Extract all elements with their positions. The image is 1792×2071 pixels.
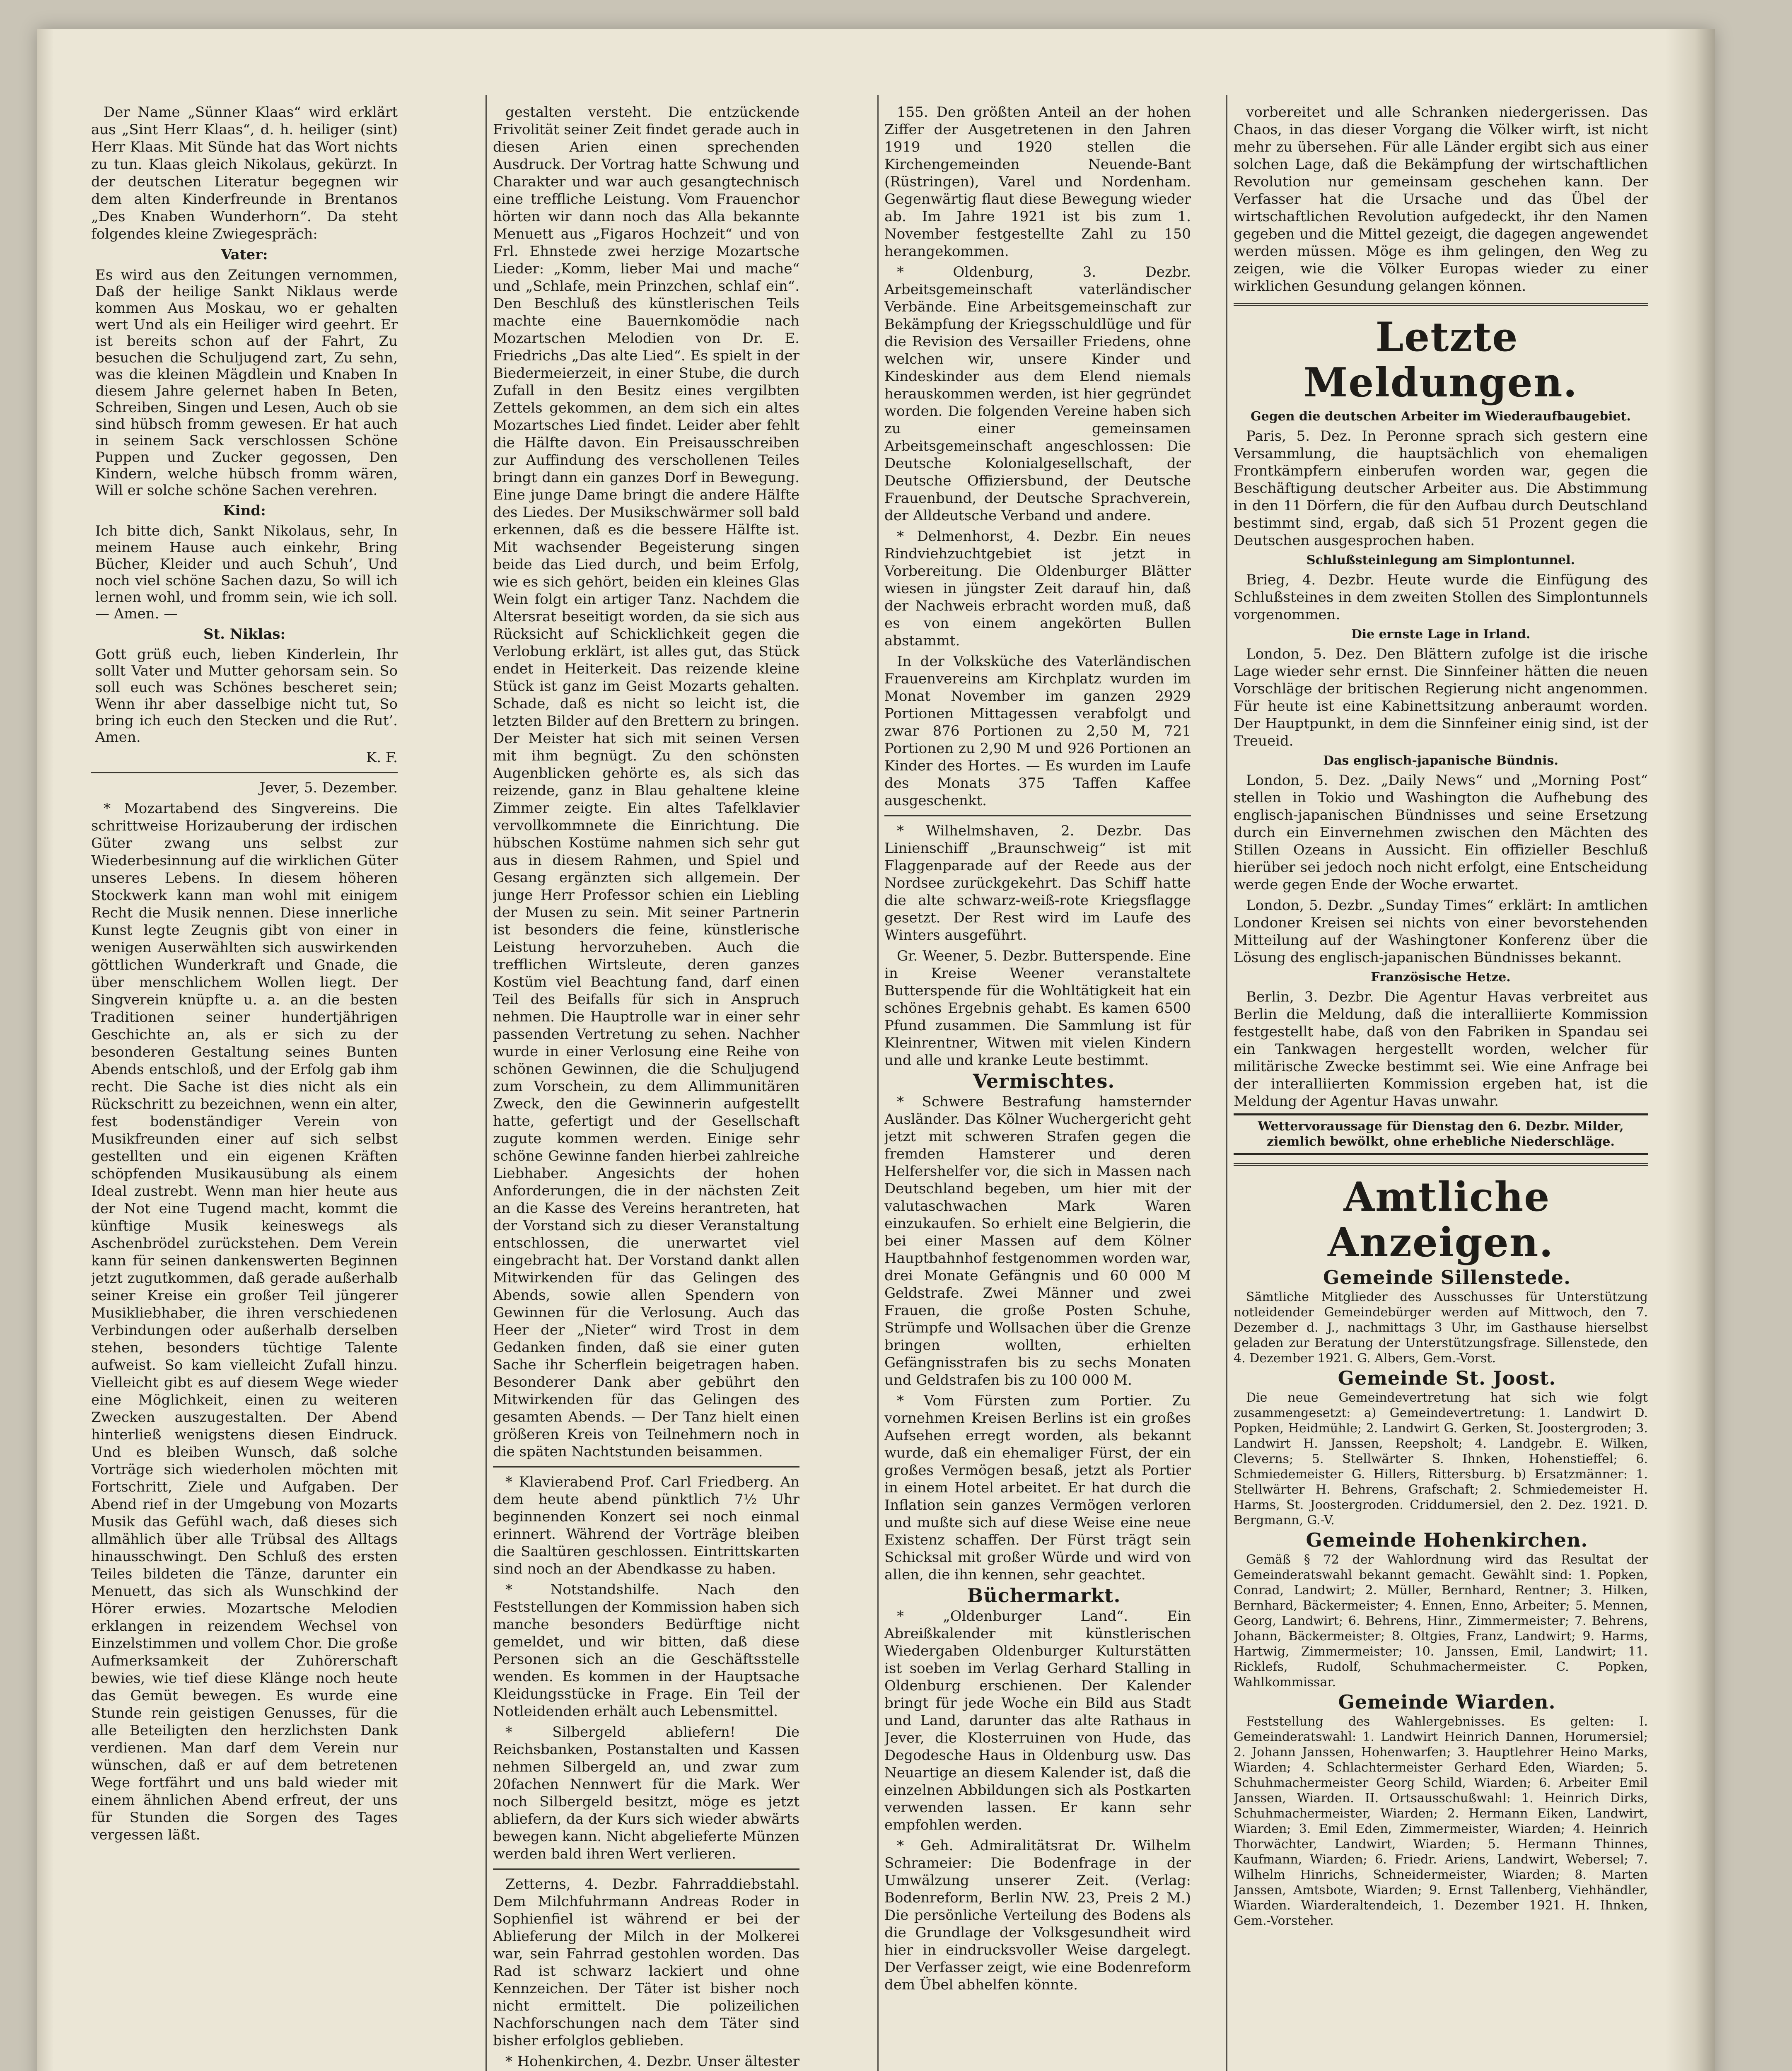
article-paragraph: Zetterns, 4. Dezbr. Fahrraddiebstahl. Dem Milchfuhrmann Andreas Roder in Sophienfiel ist während er bei der Ablieferung der Milch in der Molkerei war, sein Fahrrad gestohlen worden. Das Rad ist schwarz lackiert und ohne Kennzeichen. Der Täter ist bisher noch nicht ermittelt. Die polizeilichen Nachforschungen nach dem Täter sind bisher erfolglos geblieben. [493,1876,799,2049]
column-3 [884,104,1191,2071]
section-heading: Gemeinde Hohenkirchen. [1306,1529,1588,1551]
article-paragraph: Brieg, 4. Dezbr. Heute wurde die Einfügung des Schlußsteines in dem zweiten Stollen des Simplontunnels vorgenommen. [1234,572,1648,623]
news-headline: Schlußsteinlegung am Simplontunnel. [1306,553,1575,567]
separator [91,772,398,773]
article-paragraph: Der Name „Sünner Klaas“ wird erklärt aus „Sint Herr Klaas“, d. h. heiliger (sint) Herr Klaas. Mit Sünde hat das Wort nichts zu tun. Klaas gleich Nikolaus, gekürzt. In der deutschen Literatur begegnen wir dem alten Kinderfreunde in Brentanos „Des Knaben Wunderhorn“. Da steht folgendes kleine Zwiegespräch: [91,104,398,242]
verse-block: Gott grüß euch, lieben Kinderlein, Ihr sollt Vater und Mutter gehorsam sein. So soll euch was Schönes bescheret sein; Wenn ihr aber dasselbige nicht tut, So bring ich euch den Stecken und die Rut’. Amen. [95,646,398,746]
article-paragraph: * Silbergeld abliefern! Die Reichsbanken, Postanstalten und Kassen nehmen Silbergeld an, und zwar zum 20fachen Nennwert für die Mark. Wer noch Silbergeld besitzt, möge es jetzt abliefern, da der Kurs sich wieder abwärts bewegen kann. Nicht abgelieferte Münzen werden bald ihren Wert verlieren. [493,1724,799,1862]
newspaper-page [37,29,1715,2071]
double-rule [1234,303,1648,306]
article-paragraph: * Delmenhorst, 4. Dezbr. Ein neues Rindviehzuchtgebiet ist jetzt in Vorbereitung. Die Oldenburger Blätter wiesen in jüngster Zeit darauf hin, daß der Nachweis erbracht worden muß, daß es von einem angekörten Bullen abstammt. [884,528,1191,649]
signature: K. F. [366,749,398,766]
article-paragraph: * Wilhelmshaven, 2. Dezbr. Das Linienschiff „Braunschweig“ ist mit Flaggenparade auf der Reede aus der Nordsee zurückgekehrt. Das Schiff hatte die alte schwarz-weiß-rote Kriegsflagge gesetzt. Der Rest wird im Laufe des Winters ausgeführt. [884,823,1191,944]
article-paragraph: * Vom Fürsten zum Portier. Zu vornehmen Kreisen Berlins ist ein großes Aufsehen erregt worden, als bekannt wurde, daß ein ehemaliger Fürst, der ein großes Vermögen besaß, jetzt als Portier in einem Hotel arbeitet. Er hat durch die Inflation sein ganzes Vermögen verloren und mußte sich auf diese Weise eine neue Existenz schaffen. Der Fürst trägt sein Schicksal mit großer Würde und wird von allen, die ihn kennen, sehr geachtet. [884,1393,1191,1583]
article-paragraph: * Notstandshilfe. Nach den Feststellungen der Kommission haben sich manche besonders Bedürftige nicht gemeldet, und wir bitten, daß diese Personen sich an die Geschäftsstelle wenden. Es kommen in der Hauptsache Kleidungsstücke in Frage. Ein Teil der Notleidenden erhält auch Lebensmittel. [493,1581,799,1720]
notice-text: Sämtliche Mitglieder des Ausschusses für Unterstützung notleidender Gemeindebürger werden auf Mittwoch, den 7. Dezember d. J., nachmittags 3 Uhr, im Gasthause hierselbst geladen zur Beratung der Unterstützungsfrage. Sillenstede, den 4. Dezember 1921. G. Albers, Gem.-Vorst. [1234,1290,1648,1366]
notice-list: Gemäß § 72 der Wahlordnung wird das Resultat der Gemeinderatswahl bekannt gemacht. Gewählt sind: 1. Popken, Conrad, Landwirt; 2. Müller, Bernhard, Rentner; 3. Hilken, Bernhard, Bäckermeister; 4. Ennen, Enno, Arbeiter; 5. Mennen, Georg, Landwirt; 6. Behrens, Hinr., Zimmermeister; 7. Behrens, Johann, Bäckermeister; 8. Oltgies, Franz, Landwirt; 9. Harms, Hartwig, Zimmermeister; 10. Janssen, Emil, Landwirt; 11. Ricklefs, Rudolf, Schuhmachermeister. C. Popken, Wahlkommissar. [1234,1552,1648,1690]
section-heading: Gemeinde Wiarden. [1338,1691,1556,1713]
section-heading: Büchermarkt. [967,1584,1121,1607]
separator [884,815,1191,816]
news-headline: Gegen die deutschen Arbeiter im Wiederaufbaugebiet. [1250,409,1631,424]
article-paragraph: gestalten versteht. Die entzückende Frivolität seiner Zeit findet gerade auch in diesen Arien einen sprechenden Ausdruck. Der Vortrag hatte Schwung und Charakter und war auch gesangtechnisch eine treffliche Leistung. Vom Frauenchor hörten wir dann noch das Alla bekannte Menuett aus „Figaros Hochzeit“ und von Frl. Ehnstede zwei herzige Mozartsche Lieder: „Komm, lieber Mai und mache“ und „Schlafe, mein Prinzchen, schlaf ein“. Den Beschluß des künstlerischen Teils machte eine Bauernkomödie nach Mozartschen Melodien von Dr. E. Friedrichs „Das alte Lied“. Es spielt in der Biedermeierzeit, in einer Stube, die durch Zufall in den Besitz eines vergilbten Zettels gekommen, an dem sich ein altes Mozartsches Lied findet. Leider aber fehlt die Hälfte davon. Ein Preisausschreiben zur Auffindung des verschollenen Teiles bringt dann ein ganzes Dorf in Bewegung. Eine junge Dame bringt die andere Hälfte des Liedes. Der Musikschwärmer soll bald erkennen, daß es die bessere Hälfte ist. Mit wachsender Begeisterung singen beide das Lied durch, und beim Erfolg, wie es sich gehört, beiden ein kleines Glas Wein folgt ein artiger Tanz. Nachdem die Altersrat beseitigt worden, da sie sich aus Rücksicht auf Schicklichkeit gegen die Verlobung erklärt, ist alles gut, das Stück endet in Heiterkeit. Das reizende kleine Stück ist ganz im Geist Mozarts gehalten. Schade, daß es nicht so leicht ist, die letzten Bilder auf den Brettern zu bringen. Der Meister hat sich mit seinen Versen mit ihm begnügt. Zu den schönsten Augenblicken gehörte es, als sich das reizende, ganz in Blau gehaltene kleine Zimmer zeigte. Ein altes Tafelklavier vervollkommnete die Einrichtung. Die hübschen Kostüme nahmen sich sehr gut aus in diesem Rahmen, und Spiel und Gesang ergänzten sich allgemein. Der junge Herr Professor schien ein Liebling der Musen zu sein. Mit seiner Partnerin ist besonders die feine, künstlerische Leistung hervorzuheben. Auch die trefflichen Wirtsleute, deren ganzes Kostüm viel Beachtung fand, darf einen Teil des Beifalls für sich in Anspruch nehmen. Die Hauptrolle war in einer sehr passenden Vertretung zu sehen. Nachher wurde in einer Verlosung eine Reihe von schönen Gewinnen, die die Schuljugend zum Vorschein, zu dem Allimmunitären Zweck, den die Gewinnerin aufgestellt hatte, gefertigt und der Gesellschaft zugute kommen werden. Einige sehr schöne Gewinne fanden hierbei zahlreiche Liebhaber. Angesichts der hohen Anforderungen, die in der nächsten Zeit an die Kasse des Vereins herantreten, hat der Vorstand sich zu dieser Veranstaltung entschlossen, die unerwartet viel eingebracht hat. Der Vorstand dankt allen Mitwirkenden für das Gelingen des Abends, sowie allen Spendern von Gewinnen für die Verlosung. Auch das Heer der „Nieter“ wird Trost in dem Gedanken finden, daß sie einer guten Sache ihr Scherflein beigetragen haben. Besonderer Dank aber gebührt den Mitwirkenden für das Gelingen des gesamten Abends. — Der Tanz hielt einen größeren Kreis von Teilnehmern noch in die späten Nachtstunden beisammen. [493,104,799,1460]
column-rule-1 [485,95,487,2071]
section-heading: Gemeinde Sillenstede. [1323,1266,1571,1289]
page-binding [37,29,54,2071]
news-headline: Das englisch-japanische Bündnis. [1323,753,1558,768]
article-paragraph: * Oldenburg, 3. Dezbr. Arbeitsgemeinschaft vaterländischer Verbände. Eine Arbeitsgemeinschaft zur Bekämpfung der Kriegsschuldlüge und für die Revision des Versailler Friedens, ohne welchen wir, unsere Kinder und Kindeskinder aus dem Elend niemals herauskommen werden, ist hier gegründet worden. Die folgenden Vereine haben sich zu einer gemeinsamen Arbeitsgemeinschaft angeschlossen: Die Deutsche Kolonialgesellschaft, der Deutsche Offiziersbund, der Deutsche Frauenbund, der Deutsche Sprachverein, der Alldeutsche Verband und andere. [884,264,1191,524]
article-paragraph: Gr. Weener, 5. Dezbr. Butterspende. Eine in Kreise Weener veranstaltete Butterspende für die Wohltätigkeit hat ein schönes Ergebnis gehabt. Es kamen 6500 Pfund zusammen. Die Sammlung ist für Kleinrentner, Witwen mit vielen Kindern und alle und kranke Leute bestimmt. [884,948,1191,1069]
article-paragraph: * Schwere Bestrafung hamsternder Ausländer. Das Kölner Wuchergericht geht jetzt mit schweren Strafen gegen die fremden Hamsterer und deren Helfershelfer vor, die sich in Massen nach Deutschland begeben, um hier mit der valutaschwachen Mark Waren einzukaufen. So erhielt eine Belgierin, die bei einer Massen auf dem Kölner Hauptbahnhof festgenommen worden war, drei Monate Gefängnis und 60 000 M Geldstrafe. Zwei Männer und zwei Frauen, die große Posten Schuhe, Strümpfe und Wollsachen über die Grenze bringen wollten, erhielten Gefängnisstrafen bis zu sechs Monaten und Geldstrafen bis zu 100 000 M. [884,1093,1191,1388]
article-paragraph: London, 5. Dez. „Daily News“ und „Morning Post“ stellen in Tokio und Washington die Aufhebung des englisch-japanischen Bündnisses und seine Ersetzung durch ein Einvernehmen zwischen den Mächten des Stillen Ozeans in Aussicht. Ein offizieller Beschluß hierüber sei jedoch noch nicht erfolgt, eine Entscheidung werde gegen Ende der Woche erwartet. [1234,772,1648,893]
double-rule [1234,1163,1648,1166]
section-heading: Vermischtes. [973,1070,1115,1092]
news-headline: Die ernste Lage in Irland. [1351,627,1531,642]
speaker-label: Kind: [223,502,266,519]
separator [493,1466,799,1468]
article-paragraph: * Hohenkirchen, 4. Dezbr. Unser ältester [505,2053,799,2070]
section-title: Letzte Meldungen. [1304,314,1578,406]
speaker-label: Vater: [221,246,268,263]
notice-list: Die neue Gemeindevertretung hat sich wie folgt zusammengesetzt: a) Gemeindevertretung: 1. Landwirt D. Popken, Heidmühle; 2. Landwirt G. Gerken, St. Joostergroden; 3. Landwirt H. Janssen, Reepsholt; 4. Landgebr. E. Wilken, Cleverns; 5. Stellwärter S. Ihnken, Hohenstieffel; 6. Schmiedemeister G. Hillers, Rittersburg. b) Ersatzmänner: 1. Stellwärter H. Behrens, Grafschaft; 2. Schmiedemeister H. Harms, St. Joostergroden. Criddumersiel, den 2. Dez. 1921. D. Bergmann, G.-V. [1234,1390,1648,1528]
article-paragraph: * Geh. Admiralitätsrat Dr. Wilhelm Schrameier: Die Bodenfrage in der Umwälzung unserer Zeit. (Verlag: Bodenreform, Berlin NW. 23, Preis 2 M.) Die persönliche Verteilung des Bodens als die Grundlage der Volksgesundheit wird hier in eindrucksvoller Weise dargelegt. Der Verfasser zeigt, wie eine Bodenreform dem Übel abhelfen könnte. [884,1837,1191,1993]
separator [493,1868,799,1870]
section-title: Amtliche Anzeigen. [1328,1173,1554,1266]
article-paragraph: In der Volksküche des Vaterländischen Frauenvereins am Kirchplatz wurden im Monat November im ganzen 2929 Portionen Mittagessen verabfolgt und zwar 876 Portionen zu 2,50 M, 721 Portionen zu 2,90 M und 926 Portionen an Kinder des Hortes. — Es wurden im Laufe des Monats 375 Taffen Kaffee ausgeschenkt. [884,653,1191,809]
verse-block: Ich bitte dich, Sankt Nikolaus, sehr, In meinem Hause auch einkehr, Bring Bücher, Kleider und auch Schuh’, Und noch viel schöne Sachen dazu, So will ich lernen wohl, und fromm sein, wie ich soll. — Amen. — [95,523,398,622]
speaker-label: St. Niklas: [203,626,286,642]
article-paragraph: * „Oldenburger Land“. Ein Abreißkalender mit künstlerischen Wiedergaben Oldenburger Kulturstätten ist soeben im Verlag Gerhard Stalling in Oldenburg erschienen. Der Kalender bringt für jede Woche ein Bild aus Stadt und Land, darunter das alte Rathaus in Jever, die Klosterruinen von Hude, das Degodesche Haus in Oldenburg usw. Das Neuartige an diesem Kalender ist, daß die einzelnen Abbildungen sich als Postkarten verwenden lassen. Er kann sehr empfohlen werden. [884,1608,1191,1833]
verse-block: Es wird aus den Zeitungen vernommen, Daß der heilige Sankt Niklaus werde kommen Aus Moskau, wo er gehalten wert Und als ein Heiliger wird geehrt. Er ist bereits schon auf der Fahrt, Zu besuchen die Schuljugend zart, Zu sehn, was die kleinen Mägdlein und Knaben In diesem Jahre gelernet haben In Beten, Schreiben, Singen und Lesen, Auch ob sie sind hübsch fromm gewesen. Er hat auch in seinem Sack verschlossen Schöne Puppen und Zucker gegossen, Den Kindern, welche hübsch fromm wären, Will er solche schöne Sachen verehren. [95,267,398,499]
weather-box: Wettervoraussage für Dienstag den 6. Dezbr. Milder, ziemlich bewölkt, ohne erhebliche Niederschläge. [1234,1113,1648,1155]
article-paragraph: vorbereitet und alle Schranken niedergerissen. Das Chaos, in das dieser Vorgang die Völker wirft, ist nicht mehr zu übersehen. Für alle Länder ergibt sich aus einer solchen Lage, daß die Bekämpfung der wirtschaftlichen Revolution nur gemeinsam geschehen kann. Der Verfasser hat die Ursache und das Übel der wirtschaftlichen Revolution aufgedeckt, ihr den Namen gegeben und die Mittel gezeigt, die dagegen angewendet werden müssen. Möge es ihm gelingen, den Weg zu zeigen, wie die Völker Europas wieder zu einer wirklichen Gesundung gelangen können. [1234,104,1648,294]
column-2 [493,104,799,2071]
notice-list: Feststellung des Wahlergebnisses. Es gelten: I. Gemeinderatswahl: 1. Landwirt Heinrich Dannen, Horumersiel; 2. Johann Janssen, Hohenwarfen; 3. Hauptlehrer Heino Marks, Wiarden; 4. Schlachtermeister Gerhard Eden, Wiarden; 5. Schuhmachermeister Georg Schild, Wiarden; 6. Arbeiter Emil Janssen, Wiarden. II. Ortsausschußwahl: 1. Heinrich Dirks, Schuhmachermeister, Wiarden; 2. Hermann Eiken, Landwirt, Wiarden; 3. Emil Eden, Zimmermeister, Wiarden; 4. Heinrich Thorwächter, Landwirt, Wiarden; 5. Hermann Thinnes, Kaufmann, Wiarden; 6. Friedr. Ariens, Landwirt, Webersel; 7. Wilhelm Hinrichs, Schneidermeister, Wiarden; 8. Marten Janssen, Amtsbote, Wiarden; 9. Ernst Tallenberg, Viehhändler, Wiarden. Wiarderaltendeich, 1. Dezember 1921. H. Ihnken, Gem.-Vorsteher. [1234,1714,1648,1928]
article-paragraph: London, 5. Dez. Den Blättern zufolge ist die irische Lage wieder sehr ernst. Die Sinnfeiner hätten die neuen Vorschläge der britischen Regierung nicht angenommen. Für heute ist eine Kabinettsitzung anberaumt worden. Der Hauptpunkt, in dem die Sinnfeiner einig sind, ist der Treueid. [1234,646,1648,749]
dateline: Jever, 5. Dezember. [259,780,398,796]
article-paragraph: Berlin, 3. Dezbr. Die Agentur Havas verbreitet aus Berlin die Meldung, daß die interalliierte Kommission festgestellt habe, daß von den Fabriken in Spandau sei ein Tankwagen hergestellt worden, welcher für militärische Zwecke bestimmt sei. Wie eine Anfrage bei der interalliierten Kommission ergeben hat, ist die Meldung der Agentur Havas unwahr. [1234,989,1648,1110]
column-4 [1234,104,1648,2071]
article-paragraph: * Klavierabend Prof. Carl Friedberg. An dem heute abend pünktlich 7½ Uhr beginnenden Konzert sei noch einmal erinnert. Während der Vorträge bleiben die Saaltüren geschlossen. Eintrittskarten sind noch an der Abendkasse zu haben. [493,1474,799,1577]
article-paragraph: Paris, 5. Dez. In Peronne sprach sich gestern eine Versammlung, die hauptsächlich von ehemaligen Frontkämpfern einberufen worden war, gegen die Beschäftigung deutscher Arbeiter aus. Die Abstimmung in den 11 Dörfern, die für den Aufbau durch Deutschland bestimmt sind, ergab, daß sich 51 Prozent gegen die Deutschen ausgesprochen haben. [1234,428,1648,549]
column-rule-2 [877,95,879,2071]
section-heading: Gemeinde St. Joost. [1338,1367,1556,1389]
column-1 [91,104,398,2071]
news-headline: Französische Hetze. [1371,970,1511,985]
article-paragraph: London, 5. Dezbr. „Sunday Times“ erklärt: In amtlichen Londoner Kreisen sei nichts von einer bevorstehenden Mitteilung auf der Washingtoner Konferenz über die Lösung des englisch-japanischen Bündnisses bekannt. [1234,897,1648,966]
article-paragraph: * Mozartabend des Singvereins. Die schrittweise Horizauberung der irdischen Güter zwang uns selbst zur Wiederbesinnung auf die wirklichen Güter unseres Lebens. In diesem höheren Stockwerk kann man wohl mit einigem Recht die Musik nennen. Diese innerliche Kunst legte Zeugnis gibt von einer in wenigen Auserwählten sich auswirkenden göttlichen Wunderkraft und Gnade, die über menschlichem Wollen liegt. Der Singverein knüpfte u. a. an die besten Traditionen seiner hundertjährigen Geschichte an, als er sich zu der besonderen Gestaltung seines Bunten Abends entschloß, und der Erfolg gab ihm recht. Die Sache ist dies nicht als ein Rückschritt zu bezeichnen, wenn ein alter, fest bodenständiger Verein von Musikfreunden einer auf sich selbst gestellten und ein eigenen Kräften schöpfenden Musikausübung als einem Ideal zustrebt. Wenn man hier heute aus der Not eine Tugend macht, kommt die künftige Musik keineswegs als Aschenbrödel zurückstehen. Dem Verein kann für seinen dankenswerten Beginnen jetzt zugutkommen, daß gerade außerhalb seiner Kreise ein großer Teil jüngerer Musikliebhaber, die ihren verschiedenen Verbindungen oder außerhalb derselben stehen, besonders tüchtige Talente aufweist. So kam vielleicht Zufall hinzu. Vielleicht gibt es auf diesem Wege wieder eine Möglichkeit, einen zu weiteren Zwecken auszugestalten. Der Abend hinterließ wenigstens diesen Eindruck. Und es bleiben Wunsch, daß solche Vorträge sich wiederholen möchten mit Fortschritt, Ziele und Aufgaben. Der Abend rief in der Umgebung von Mozarts Musik das Gefühl wach, daß dieses sich allmählich über alle Trübsal des Alltags hinausschwingt. Den Schluß des ersten Teiles bildeten die Tänze, darunter ein Menuett, das sich als Wunschkind der Hörer erwies. Mozartsche Melodien erklangen in reizendem Wechsel von Einzelstimmen und vollem Chor. Die große Aufmerksamkeit der Zuhörerschaft bewies, wie tief diese Klänge noch heute das Gemüt bewegen. Es wurde eine Stunde rein geistigen Genusses, für die alle Beteiligten den herzlichsten Dank verdienen. Man darf dem Verein nur wünschen, daß er auf dem betretenen Wege fortfährt und uns bald wieder mit einem ähnlichen Abend erfreut, der uns für Stunden die Sorgen des Tages vergessen läßt. [91,800,398,1843]
page-edge-shadow [1665,29,1715,2071]
column-rule-3 [1226,95,1227,2071]
article-paragraph: 155. Den größten Anteil an der hohen Ziffer der Ausgetretenen in den Jahren 1919 und 1920 stellen die Kirchengemeinden Neuende-Bant (Rüstringen), Varel und Nordenham. Gegenwärtig flaut diese Bewegung wieder ab. Im Jahre 1921 ist bis zum 1. November festgestellte Zahl zu 150 herangekommen. [884,104,1191,260]
